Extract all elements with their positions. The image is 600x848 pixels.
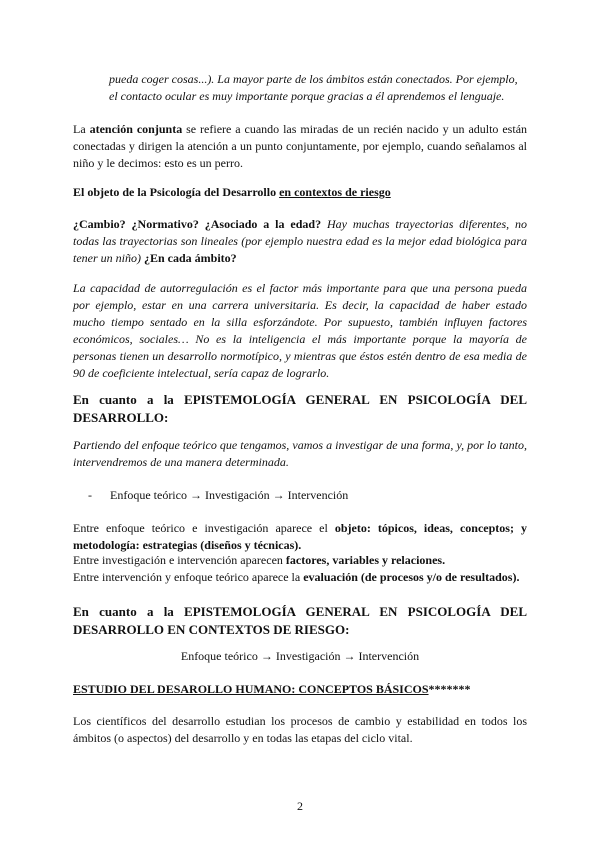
estudio-heading-stars: *******: [428, 682, 471, 696]
objeto-heading-text: El objeto de la Psicología del Desarrollo: [73, 185, 280, 199]
atencion-term: atención conjunta: [89, 122, 183, 136]
estudio-heading: [73, 681, 527, 698]
objeto-heading-underlined: en contextos de riesgo: [279, 185, 391, 199]
epistemologia-riesgo-heading: En cuanto a la EPISTEMOLOGÍA GENERAL EN PSICOLOGÍA DEL DESARROLLO EN CONTEXTOS DE RIESGO:: [73, 604, 527, 637]
entre2-text: Entre investigación e intervención aparecen: [73, 553, 286, 567]
page-number: 2: [297, 799, 303, 813]
cambio-explanation: Hay muchas trayectorias diferentes, no todas las trayectorias son lineales (por ejemplo nuestra edad es la mejor edad biológica para tener un niño): [73, 217, 527, 265]
estudio-heading-title: ESTUDIO DEL DESAROLLO HUMANO: CONCEPTOS BÁSICOS: [73, 682, 429, 696]
quote-continuation: [109, 71, 529, 105]
cambio-final-question: ¿En cada ámbito?: [144, 251, 237, 265]
quote-line-2: el contacto ocular es muy importante porque gracias a él aprendemos el lenguaje.: [109, 89, 505, 103]
entre1-text: Entre enfoque teórico e investigación aparece el: [73, 521, 335, 535]
text: La: [73, 122, 90, 136]
cambio-questions: ¿Cambio? ¿Normativo? ¿Asociado a la edad?: [73, 217, 322, 231]
entre-investigacion-intervencion: [73, 552, 527, 569]
atencion-definition: se refiere a cuando las miradas de un recién nacido y un adulto están conectadas y dirigen la atención a un punto conjuntamente, por ejemplo, cuando señalamos al niño y le decimos: esto es un perro.: [73, 122, 528, 170]
entre1-bold: objeto: tópicos, ideas, conceptos; y metodología: estrategias (diseños y técnicas).: [73, 521, 527, 552]
entre-enfoque-investigacion: [73, 520, 527, 554]
flow-bullet-item: [88, 487, 528, 504]
atencion-conjunta-paragraph: [73, 121, 527, 172]
entre2-bold: factores, variables y relaciones.: [285, 553, 446, 567]
objeto-heading: [73, 184, 527, 201]
entre-intervencion-enfoque: [73, 569, 527, 586]
entre3-text: Entre intervención y enfoque teórico aparece la: [73, 570, 304, 584]
quote-line-1: pueda coger cosas...). La mayor parte de los ámbitos están conectados. Por ejemplo,: [109, 72, 518, 86]
flow-bullet-text: Enfoque teórico → Investigación → Intervención: [110, 488, 349, 502]
autorregulacion-paragraph: La capacidad de autorregulación es el factor más importante para que una persona pueda por ejemplo, estar en una carrera universitaria. Es decir, la capacidad de haber estado mucho tiempo sentado en la silla esforzándote. Por supuesto, también influyen factores económicos, sociales… No es la inteligencia el más importante porque la mayoría de personas tienen un desarrollo normotípico, y mientras que éstos estén dentro de esa media de 90 de coeficiente intelectual, sería capaz de lograrlo.: [73, 281, 527, 380]
bullet-dash: -: [88, 488, 92, 502]
flow-centered: Enfoque teórico → Investigación → Intervención: [180, 649, 420, 663]
epistemologia-heading: En cuanto a la EPISTEMOLOGÍA GENERAL EN PSICOLOGÍA DEL DESARROLLO:: [73, 392, 527, 425]
entre3-bold: evaluación (de procesos y/o de resultados).: [303, 570, 520, 584]
enfoque-paragraph: Partiendo del enfoque teórico que tengamos, vamos a investigar de una forma, y, por lo tanto, intervendremos de una manera determinada.: [73, 438, 527, 469]
cambio-paragraph: [73, 216, 527, 267]
cientificos-paragraph: Los científicos del desarrollo estudian los procesos de cambio y estabilidad en todos los ámbitos (o aspectos) del desarrollo y en todas las etapas del ciclo vital.: [73, 714, 527, 745]
